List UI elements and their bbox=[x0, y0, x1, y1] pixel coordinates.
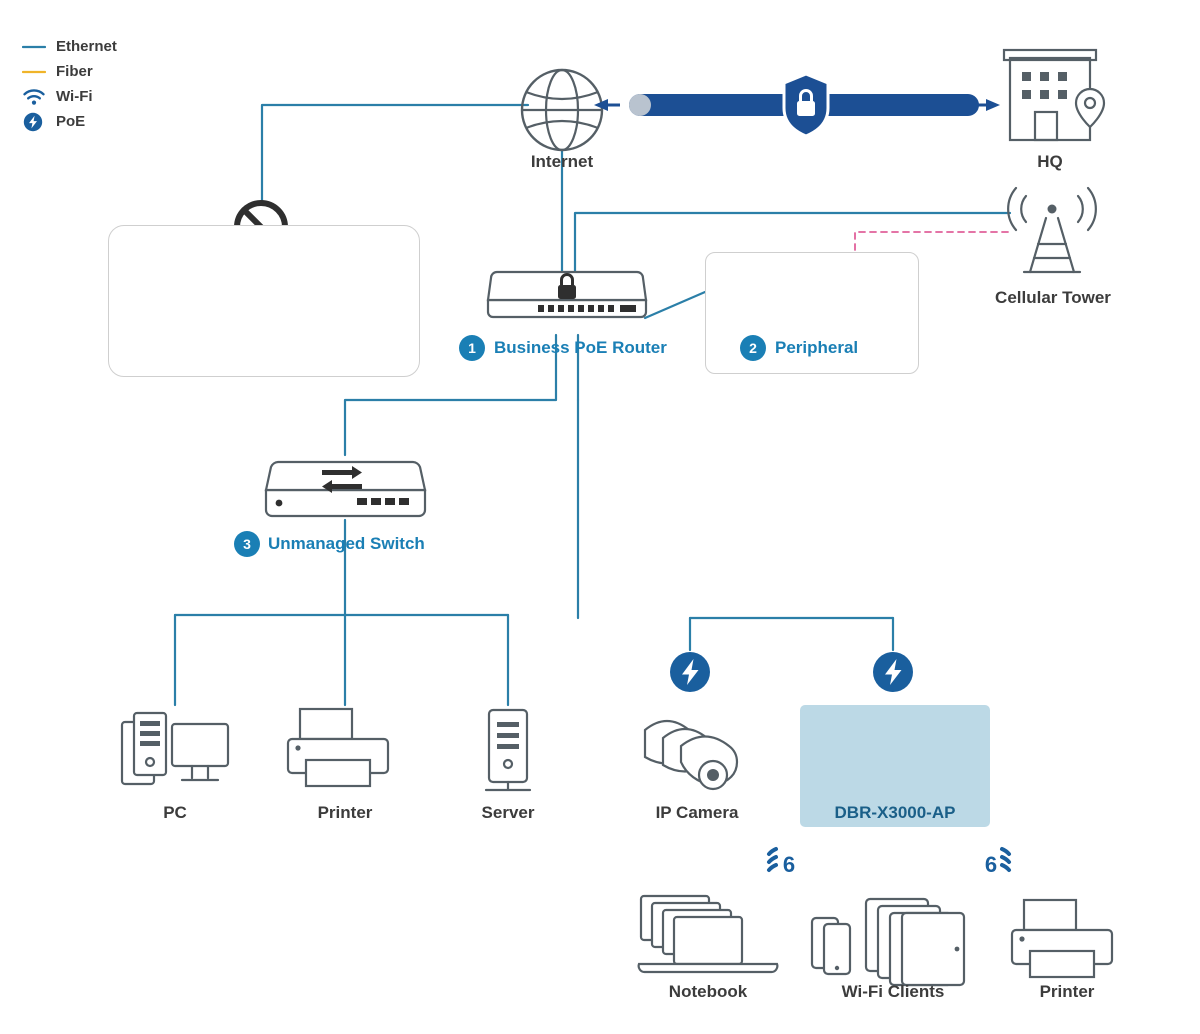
legend-label: Wi-Fi bbox=[56, 88, 93, 105]
badge-switch: 3 bbox=[234, 531, 260, 557]
badge-router: 1 bbox=[459, 335, 485, 361]
wifi6-badge-right bbox=[985, 849, 1009, 877]
legend-label: Ethernet bbox=[56, 38, 117, 55]
internet-globe-icon bbox=[522, 70, 602, 150]
ip-camera-icon bbox=[645, 721, 737, 789]
poe-bolt-icon-ap bbox=[873, 652, 913, 692]
label-wifi-clients: Wi-Fi Clients bbox=[841, 982, 945, 1001]
label-ip-camera: IP Camera bbox=[655, 803, 739, 822]
label-unmanaged-switch: Unmanaged Switch bbox=[268, 534, 425, 553]
label-server: Server bbox=[481, 803, 535, 822]
notebook-icon bbox=[639, 896, 778, 972]
vpn-tunnel bbox=[594, 74, 1000, 136]
label-business-poe-router: Business PoE Router bbox=[494, 338, 667, 357]
poe-bolt-icon-camera bbox=[670, 652, 710, 692]
svg-text:6: 6 bbox=[984, 852, 998, 877]
legend-label: PoE bbox=[56, 113, 86, 130]
cellular-tower-icon bbox=[1008, 188, 1096, 272]
threat-category-box bbox=[108, 225, 420, 377]
label-printer-wifi: Printer bbox=[1039, 982, 1095, 1001]
label-peripheral: Peripheral bbox=[775, 338, 859, 357]
svg-text:6: 6 bbox=[782, 852, 796, 877]
business-poe-router-icon bbox=[488, 272, 646, 317]
printer-wired-icon bbox=[288, 709, 388, 786]
label-hq: HQ bbox=[1037, 152, 1063, 171]
label-pc: PC bbox=[163, 803, 187, 822]
label-internet: Internet bbox=[530, 152, 594, 171]
label-notebook: Notebook bbox=[668, 982, 748, 1001]
vpn-lock-shield-icon bbox=[784, 74, 828, 136]
legend-label: Fiber bbox=[56, 63, 93, 80]
label-cellular-tower: Cellular Tower bbox=[995, 288, 1111, 307]
label-printer-wired: Printer bbox=[317, 803, 373, 822]
label-access-point: DBR-X3000-AP bbox=[834, 803, 956, 822]
wifi6-badge-left bbox=[769, 849, 795, 877]
unmanaged-switch-icon bbox=[266, 462, 425, 516]
printer-wifi-icon bbox=[1012, 900, 1112, 977]
server-icon bbox=[486, 710, 530, 790]
wifi-clients-icon bbox=[812, 899, 964, 985]
pc-icon bbox=[122, 713, 228, 784]
hq-building-icon bbox=[1004, 50, 1104, 140]
badge-peripheral: 2 bbox=[740, 335, 766, 361]
